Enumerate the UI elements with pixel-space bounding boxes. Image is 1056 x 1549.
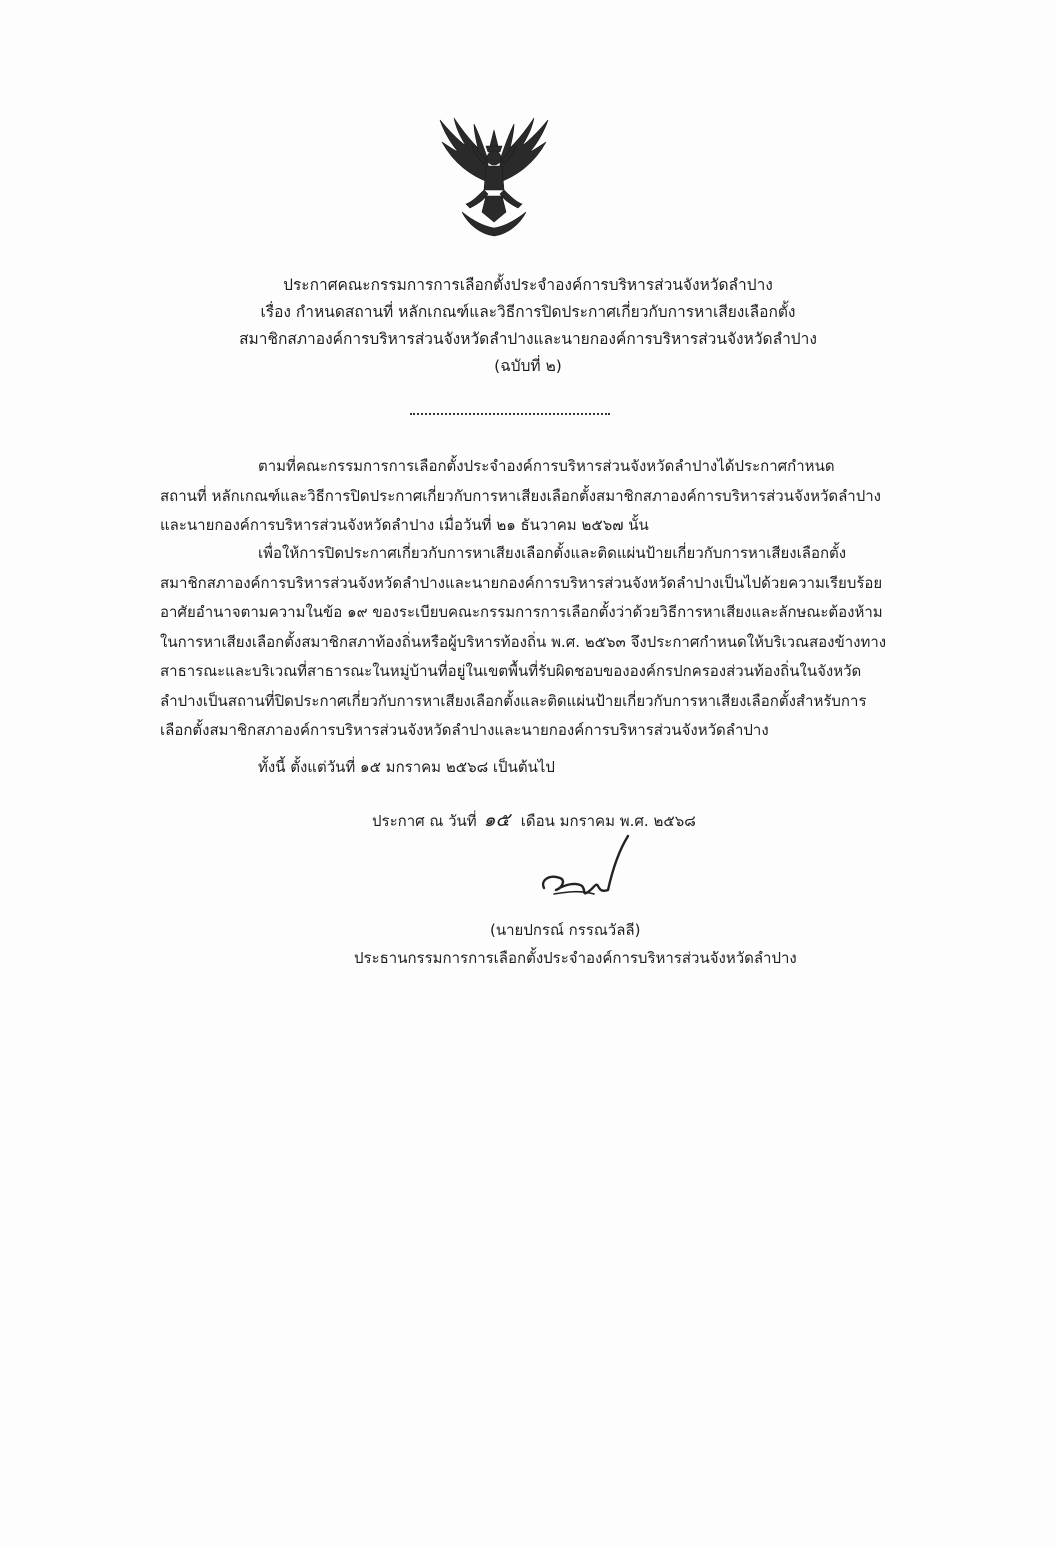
title-line: สมาชิกสภาองค์การบริหารส่วนจังหวัดลำปางและนายกองค์การบริหารส่วนจังหวัดลำปาง: [239, 330, 817, 348]
body-paragraph-2: [160, 539, 887, 746]
title-line: (ฉบับที่ ๒): [494, 357, 562, 375]
body-paragraph-3: [258, 753, 976, 783]
text-line: สมาชิกสภาองค์การบริหารส่วนจังหวัดลำปางและนายกองค์การบริหารส่วนจังหวัดลำปางเป็นไปด้วยความเรียบร้อย: [160, 573, 883, 592]
title-line: เรื่อง กำหนดสถานที่ หลักเกณฑ์และวิธีการปิดประกาศเกี่ยวกับการหาเสียงเลือกตั้ง: [260, 303, 796, 321]
text-line: เพื่อให้การปิดประกาศเกี่ยวกับการหาเสียงเลือกตั้งและติดแผ่นป้ายเกี่ยวกับการหาเสียงเลือกตั้ง: [258, 544, 847, 562]
text-line: ตามที่คณะกรรมการการเลือกตั้งประจำองค์การบริหารส่วนจังหวัดลำปางได้ประกาศกำหนด: [258, 457, 835, 475]
dateline-suffix: เดือน มกราคม พ.ศ. ๒๕๖๘: [520, 812, 696, 830]
body-paragraph-1: [160, 452, 882, 541]
dateline-day: ๑๕: [483, 809, 510, 831]
text-line: เลือกตั้งสมาชิกสภาองค์การบริหารส่วนจังหวัดลำปางและนายกองค์การบริหารส่วนจังหวัดลำปาง: [160, 721, 769, 739]
text-line: และนายกองค์การบริหารส่วนจังหวัดลำปาง เมื่อวันที่ ๒๑ ธันวาคม ๒๕๖๗ นั้น: [160, 516, 649, 534]
signer-name: (นายปกรณ์ กรรณวัลลี): [490, 921, 641, 939]
signer-position: ประธานกรรมการการเลือกตั้งประจำองค์การบริหารส่วนจังหวัดลำปาง: [354, 949, 797, 967]
text-line: ลำปางเป็นสถานที่ปิดประกาศเกี่ยวกับการหาเสียงเลือกตั้งและติดแผ่นป้ายเกี่ยวกับการหาเสียงเลือกตั้งสำหรับการ: [160, 691, 867, 710]
signature-icon: [536, 832, 636, 910]
title-line: ประกาศคณะกรรมการการเลือกตั้งประจำองค์การบริหารส่วนจังหวัดลำปาง: [283, 276, 773, 294]
garuda-emblem-icon: [432, 112, 556, 238]
text-line: สถานที่ หลักเกณฑ์และวิธีการปิดประกาศเกี่ยวกับการหาเสียงเลือกตั้งสมาชิกสภาองค์การบริหารส่วนจังหวัดลำปาง: [160, 486, 882, 505]
announcement-title: [180, 272, 876, 380]
dateline-prefix: ประกาศ ณ วันที่: [372, 812, 477, 830]
announcement-dateline: [372, 805, 696, 835]
text-line: อาศัยอำนาจตามความในข้อ ๑๙ ของระเบียบคณะกรรมการการเลือกตั้งว่าด้วยวิธีการหาเสียงและลักษณะต้องห้าม: [160, 603, 883, 621]
text-line: สาธารณะและบริเวณที่สาธารณะในหมู่บ้านที่อยู่ในเขตพื้นที่รับผิดชอบขององค์กรปกครองส่วนท้องถิ่นในจังหวัด: [160, 662, 862, 680]
title-divider: [410, 413, 610, 415]
text-line: ทั้งนี้ ตั้งแต่วันที่ ๑๕ มกราคม ๒๕๖๘ เป็นต้นไป: [258, 758, 555, 776]
text-line: ในการหาเสียงเลือกตั้งสมาชิกสภาท้องถิ่นหรือผู้บริหารท้องถิ่น พ.ศ. ๒๕๖๓ จึงประกาศกำหนดให้บริเวณสองข้างทาง: [160, 632, 887, 651]
